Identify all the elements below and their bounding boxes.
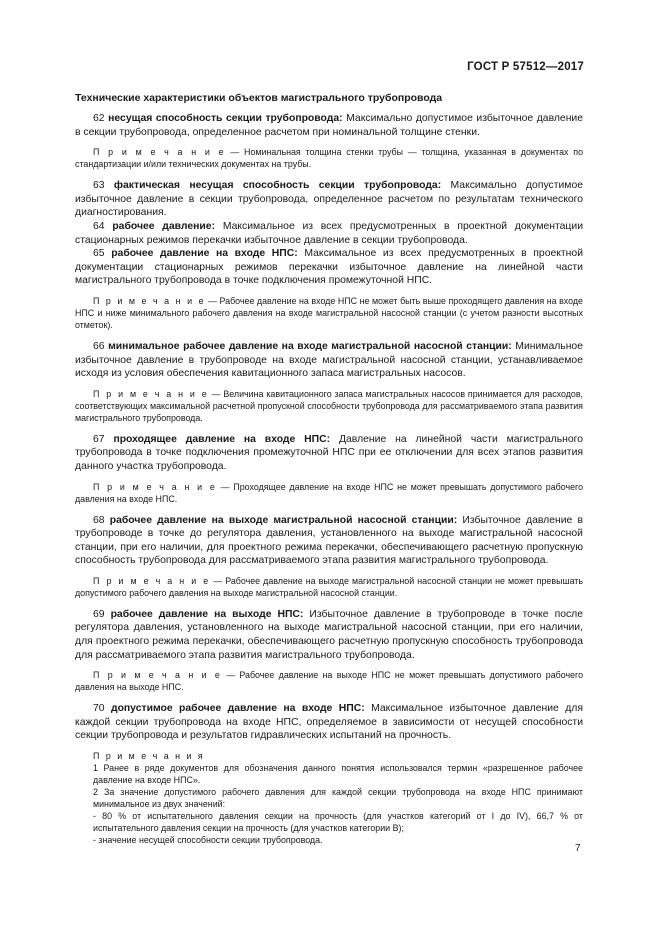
term-note xyxy=(75,575,583,599)
term-number: 65 xyxy=(93,248,105,260)
term-name: рабочее давление на выходе НПС: xyxy=(110,608,304,620)
final-notes xyxy=(75,750,583,846)
page-content xyxy=(75,92,583,846)
term-note xyxy=(75,146,583,170)
term-definition: Избыточное давление в трубопроводе в точке до регулятора давления, установленного на выходе магистральной насосной станции, при его наличии, для проектного режима перекачки, обеспечивающего расчетную пропускную способность трубопровода для рассматриваемого этапа развития магистрального трубопровода. xyxy=(75,514,583,567)
term-name: несущая способность секции трубопровода: xyxy=(108,113,343,124)
term-note xyxy=(75,388,583,424)
note-label: П р и м е ч а н и е xyxy=(93,481,217,492)
term-definition: Давление на линейной части магистрального трубопровода в точке подключения промежуточной НПС при ее отключении для всех этапов развития данного участка трубопровода. xyxy=(75,433,584,472)
term-entry xyxy=(75,220,583,247)
term-name: минимальное рабочее давление на входе магистральной насосной станции: xyxy=(108,340,512,352)
term-name: фактическая несущая способность секции трубопровода: xyxy=(113,180,442,192)
term-entry xyxy=(75,433,583,514)
term-name: допустимое рабочее давление на входе НПС: xyxy=(110,703,365,715)
term-entry xyxy=(75,514,583,608)
final-note-subitem: - 80 % от испытательного давления секции на прочность (для участков категорий от I до IV), 66,7 % от испытательного давления секции на прочность (для участков категории В); xyxy=(93,811,583,834)
term-number: 62 xyxy=(93,113,105,124)
final-note-item: 1 Ранее в ряде документов для обозначения данного понятия использовался термин «разрешенное рабочее давление на входе НПС». xyxy=(93,763,583,786)
note-label: П р и м е ч а н и е xyxy=(93,147,226,158)
term-number: 68 xyxy=(93,514,105,526)
terms-list xyxy=(75,112,583,743)
term-number: 66 xyxy=(93,340,105,352)
term-name: проходящее давление на входе НПС: xyxy=(113,433,331,445)
term-entry xyxy=(75,608,583,702)
term-definition: Максимальное из всех предусмотренных в проектной документации стационарных режимов перекачки избыточное давление в секции трубопровода. xyxy=(75,220,583,246)
term-entry xyxy=(75,702,583,743)
term-definition: Максимально допустимое избыточное давление в секции трубопровода, определенное расчетом при номинальной толщине стенки. xyxy=(75,113,584,138)
term-entry xyxy=(75,179,583,220)
note-text: — Проходящее давление на входе НПС не может превышать допустимого рабочего давления на входе НПС. xyxy=(75,481,584,504)
page-number: 7 xyxy=(575,843,581,854)
term-definition: Максимально допустимое избыточное давление в секции трубопровода, определенное расчетом по результатам технического диагностирования. xyxy=(75,180,583,219)
term-note xyxy=(75,669,583,693)
term-definition: Минимальное избыточное давление в трубопроводе на входе магистральной насосной станции, устанавливаемое исходя из условия обеспечения кавитационного запаса магистральных насосов. xyxy=(75,340,583,380)
document-code: ГОСТ Р 57512—2017 xyxy=(467,61,584,73)
term-definition: Максимальное из всех предусмотренных в проектной документации стационарных режимов перекачки избыточное давление на линейной части магистрального трубопровода в точке подключения промежуточной НПС. xyxy=(75,248,584,287)
term-entry xyxy=(75,340,583,433)
final-note-item: 2 За значение допустимого рабочего давления для каждой секции трубопровода на входе НПС принимают минимальное из двух значений: xyxy=(93,787,583,810)
note-label: П р и м е ч а н и е xyxy=(93,388,209,399)
term-number: 63 xyxy=(93,180,105,192)
note-label: П р и м е ч а н и е xyxy=(93,575,211,586)
note-label: П р и м е ч а н и е xyxy=(93,670,222,681)
term-number: 67 xyxy=(93,433,105,445)
note-text: — Номинальная толщина стенки трубы — толщина, указанная в документах по стандартизации и/или технических документах на трубы. xyxy=(75,147,584,170)
term-entry xyxy=(75,247,583,340)
note-text: — Величина кавитационного запаса магистральных насосов принимается для расходов, соответствующих максимальной расчетной пропускной способности трубопровода для рассматриваемого этапа развития магистрального трубопровода. xyxy=(75,388,584,423)
final-notes-label: П р и м е ч а н и я xyxy=(93,751,205,762)
term-definition: Максимальное избыточное давление для каждой секции трубопровода на входе НПС, определяемое в зависимости от несущей способности секции трубопровода и результатов гидравлических испытаний на прочность. xyxy=(75,703,583,742)
note-label: П р и м е ч а н и е xyxy=(93,295,206,306)
note-text: — Рабочее давление на выходе НПС не может превышать допустимого рабочего давления на выходе НПС. xyxy=(75,670,584,693)
term-name: рабочее давление на выходе магистральной насосной станции: xyxy=(109,514,458,526)
term-definition: Избыточное давление в трубопроводе в точке после регулятора давления, установленного на выходе магистральной насосной станции, при его наличии, для проектного режима перекачки, обеспечивающего расчетную пропускную способность трубопровода для рассматриваемого этапа развития магистрального трубопровода. xyxy=(75,608,584,661)
term-name: рабочее давление на входе НПС: xyxy=(111,248,298,260)
term-note xyxy=(75,481,583,505)
term-name: рабочее давление: xyxy=(112,220,216,232)
term-number: 69 xyxy=(93,608,105,620)
term-entry xyxy=(75,112,583,179)
note-text: — Рабочее давление на выходе магистральной насосной станции не может превышать допустимого рабочего давления на выходе магистральной насосной станции. xyxy=(75,575,583,598)
term-note xyxy=(75,295,583,331)
term-number: 64 xyxy=(93,220,105,232)
note-text: — Рабочее давление на входе НПС не может быть выше проходящего давления на входе НПС и ниже минимального рабочего давления на входе магистральной насосной станции (с учетом разности высотных отметок). xyxy=(75,295,583,330)
final-note-subitem: - значение несущей способности секции трубопровода. xyxy=(93,835,323,846)
section-title: Технические характеристики объектов магистрального трубопровода xyxy=(75,92,443,104)
term-number: 70 xyxy=(93,703,105,715)
